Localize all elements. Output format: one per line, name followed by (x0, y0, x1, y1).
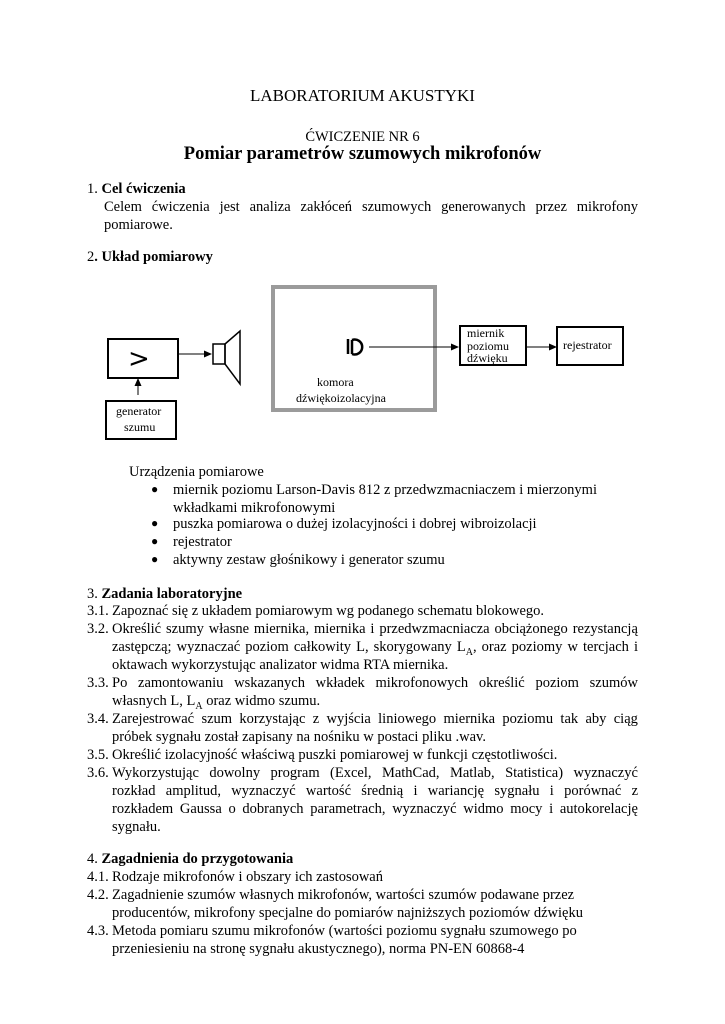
equipment-item-2: puszka pomiarowa o dużej izolacyjności i dobrej wibroizolacji (173, 516, 537, 532)
chamber-label-line2: dźwiękoizolacyjna (296, 391, 386, 405)
task-3-1-number: 3.1. (87, 603, 109, 619)
measurement-block-diagram (0, 0, 725, 470)
meter-label-line3: dźwięku (467, 351, 508, 365)
task-3-2-line2: zastępczą; wyznaczać poziom całkowity L, skorygowany $L_A$, oraz poziomy w tercjach i (112, 639, 638, 658)
section-1-body-line1: Celem ćwiczenia jest analiza zakłóceń szumowych generowanych przez mikrofony (104, 199, 638, 215)
microphone-icon (348, 339, 362, 355)
section-4-number: 4. (87, 851, 98, 867)
task-3-3-line2: własnych L, $L_A$ oraz widmo szumu. (112, 693, 321, 712)
topic-4-3-line2: przeniesieniu na stronę sygnału akustycznego), norma PN-EN 60868-4 (112, 941, 525, 957)
task-3-6-line4: sygnału. (112, 819, 161, 835)
task-3-4-number: 3.4. (87, 711, 109, 727)
generator-label-line1: generator (116, 404, 162, 418)
topic-4-2-line1: Zagadnienie szumów własnych mikrofonów, wartości szumów podawane przez (112, 887, 575, 903)
arrow-icon (369, 344, 459, 351)
task-3-3-number: 3.3. (87, 675, 109, 691)
task-3-6-line1: Wykorzystując dowolny program (Excel, MathCad, Matlab, Statistica) wyznaczyć (112, 765, 638, 781)
task-3-3-line1: Po zamontowaniu wskazanych wkładek mikrofonowych określić poziom szumów (112, 675, 638, 691)
bullet-icon: ● (151, 482, 159, 496)
section-2-number: 2 (87, 249, 95, 265)
topic-4-3-line1: Metoda pomiaru szumu mikrofonów (wartości poziomu sygnału szumowego po (112, 923, 577, 939)
topic-4-1-number: 4.1. (87, 869, 109, 885)
meter-label-line2: poziomu (467, 339, 509, 353)
equipment-item-3: rejestrator (173, 534, 232, 550)
task-3-6-line3: rozkładem Gaussa o dobranych parametrach, wyznaczyć widmo mocy i autokorelację (112, 801, 638, 817)
topic-4-2-line2: producentów, mikrofony specjalne do pomiarów najniższych poziomów dźwięku (112, 905, 583, 921)
lab-title: LABORATORIUM AKUSTYKI (250, 86, 475, 105)
exercise-title: Pomiar parametrów szumowych mikrofonów (183, 144, 542, 164)
section-3-title: Zadania laboratoryjne (101, 586, 243, 602)
bullet-icon: ● (151, 534, 159, 548)
section-1-number: 1. (87, 181, 98, 197)
task-3-2-line1: Określić szumy własne miernika, miernika i przedwzmacniacza obciążonego rezystancją (112, 621, 638, 637)
task-3-5-number: 3.5. (87, 747, 109, 763)
meter-label-line1: miernik (467, 326, 505, 340)
task-3-2-number: 3.2. (87, 621, 109, 637)
section-1-title: Cel ćwiczenia (101, 181, 186, 197)
exercise-number: ĆWICZENIE NR 6 (305, 129, 420, 145)
task-3-1-line1: Zapoznać się z układem pomiarowym wg podanego schematu blokowego. (112, 603, 545, 619)
task-3-4-line2: próbek sygnału został zapisany na nośniku w postaci pliku .wav. (112, 729, 486, 745)
equipment-item-1-line1: miernik poziomu Larson-Davis 812 z przedwzmacniaczem i mierzonymi (173, 482, 597, 498)
section-4-heading (87, 850, 293, 868)
bullet-icon: ● (151, 552, 159, 566)
task-3-5-line1: Określić izolacyjność właściwą puszki pomiarowej w funkcji częstotliwości. (112, 747, 558, 763)
chamber-label-line1: komora (317, 375, 354, 389)
section-3-heading (87, 585, 242, 603)
equipment-heading: Urządzenia pomiarowe (129, 464, 264, 480)
amplifier-icon: > (128, 344, 150, 374)
task-3-2-line3: oktawach wykorzystując analizator widma RTA miernika. (112, 657, 449, 673)
topic-4-3-number: 4.3. (87, 923, 109, 939)
task-3-6-number: 3.6. (87, 765, 109, 781)
generator-label-line2: szumu (124, 420, 156, 434)
section-2-title: . Układ pomiarowy (94, 249, 213, 265)
equipment-item-4: aktywny zestaw głośnikowy i generator szumu (173, 552, 445, 568)
equipment-item-1-line2: wkładkami mikrofonowymi (173, 500, 336, 516)
recorder-label: rejestrator (563, 338, 612, 352)
section-4-title: Zagadnienia do przygotowania (101, 851, 294, 867)
task-3-4-line1: Zarejestrować szum korzystając z wyjścia liniowego miernika poziomu tak aby ciąg (112, 711, 638, 727)
bullet-icon: ● (151, 516, 159, 530)
topic-4-1-line1: Rodzaje mikrofonów i obszary ich zastosowań (112, 869, 383, 885)
section-3-number: 3. (87, 586, 98, 602)
task-3-6-line2: rozkład amplitud, wyznaczyć wartość średnią i wariancję sygnału i porównać z (112, 783, 638, 799)
loudspeaker-icon (213, 331, 240, 384)
section-1-body-line2: pomiarowe. (104, 217, 173, 233)
topic-4-2-number: 4.2. (87, 887, 109, 903)
